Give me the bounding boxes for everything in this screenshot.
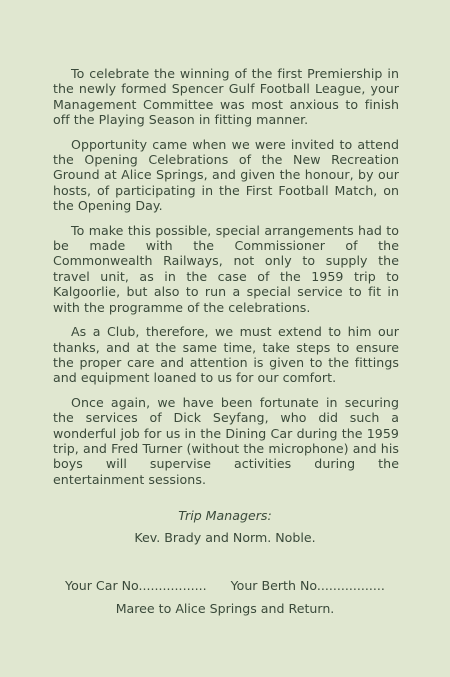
paragraph-arrangements: To make this possible, special arrangements had to be made with the Commissioner of the Commonwealth Railways, not only to supply the travel unit, as in the case of the 1959 trip to Kalgoorlie, but also to run a special service to fit in with the programme of the celebrations. bbox=[53, 222, 399, 315]
trip-managers-names: Kev. Brady and Norm. Noble. bbox=[134, 530, 316, 545]
paragraph-services: Once again, we have been fortunate in securing the services of Dick Seyfang, who did such a wonderful job for us in the Dining Car during the 1959 trip, and Fred Turner (without the microphone) and his boys will supervise activities during the entertainment sessions. bbox=[53, 394, 399, 487]
car-berth-row bbox=[0, 578, 450, 594]
paragraph-premiership: To celebrate the winning of the first Premiership in the newly formed Spencer Gulf Football League, your Management Committee was most anxious to finish off the Playing Season in fitting manner. bbox=[53, 66, 399, 128]
body-text bbox=[53, 66, 399, 496]
route-line: Maree to Alice Springs and Return. bbox=[115, 601, 335, 616]
trip-managers bbox=[0, 508, 450, 546]
car-number-field: Your Car No................. bbox=[65, 578, 207, 593]
paragraph-opportunity: Opportunity came when we were invited to attend the Opening Celebrations of the New Recreation Ground at Alice Springs, and given the honour, by our hosts, of participating in the First Football Match, on the Opening Day. bbox=[53, 136, 399, 214]
paragraph-thanks: As a Club, therefore, we must extend to him our thanks, and at the same time, take steps to ensure the proper care and attention is given to the fittings and equipment loaned to us for our comfort. bbox=[53, 324, 399, 386]
trip-managers-heading: Trip Managers: bbox=[178, 508, 272, 523]
berth-number-field: Your Berth No................. bbox=[230, 578, 385, 593]
travel-details bbox=[0, 578, 450, 617]
